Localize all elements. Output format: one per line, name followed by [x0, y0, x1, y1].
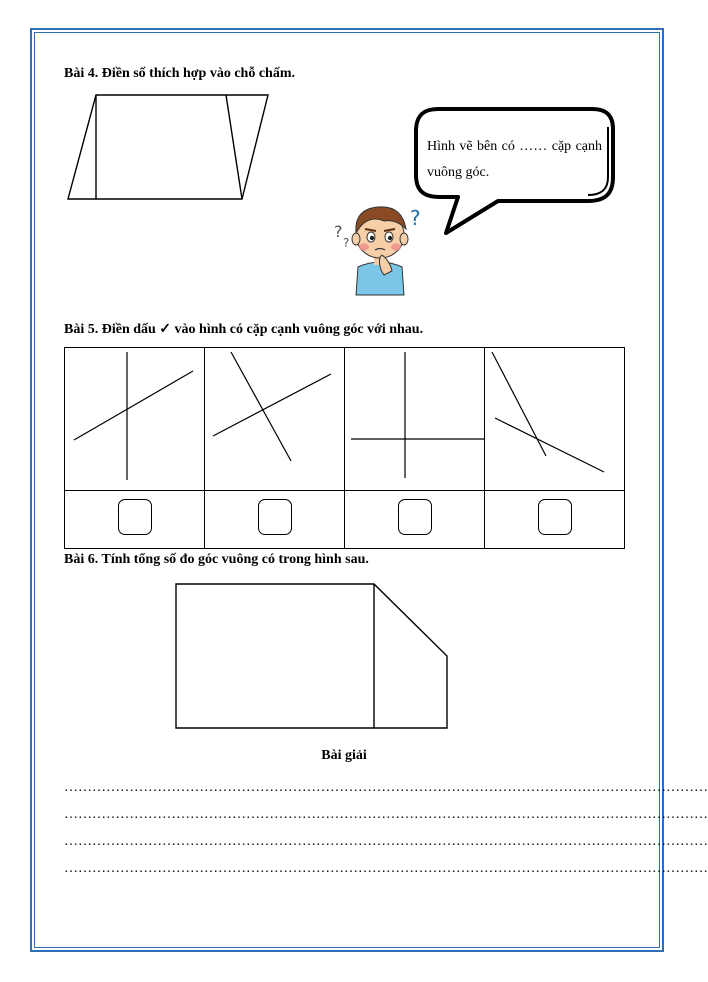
bai5-figure-2: [205, 348, 345, 491]
answer-line-2[interactable]: …………………………………………………………………………………………………………………………: [64, 807, 708, 822]
bai5-title: Bài 5. Điền dấu ✓ vào hình có cặp cạnh vuông góc với nhau.: [64, 322, 424, 337]
bai5-checkbox-2[interactable]: [258, 499, 292, 535]
bai5-table: [64, 347, 625, 549]
bai5-figure-3: [345, 348, 485, 491]
svg-text:?: ?: [343, 236, 350, 250]
thinking-boy-icon: [330, 195, 430, 300]
bai5-figure-1: [65, 348, 205, 491]
bai5-checkbox-3[interactable]: [398, 499, 432, 535]
solution-label: Bài giải: [321, 748, 367, 763]
bai6-figure: [170, 578, 460, 738]
bai4-title: Bài 4. Điền số thích hợp vào chỗ chấm.: [64, 66, 295, 81]
svg-text:?: ?: [334, 222, 343, 241]
bai5-figure-4: [485, 348, 625, 491]
bai6-title: Bài 6. Tính tổng số đo góc vuông có trong hình sau.: [64, 552, 369, 567]
bubble-text: Hình vẽ bên có …… cặp cạnh vuông góc.: [427, 139, 602, 180]
answer-line-1[interactable]: …………………………………………………………………………………………………………………………: [64, 780, 708, 795]
bai5-checkbox-4[interactable]: [538, 499, 572, 535]
svg-text:?: ?: [410, 206, 421, 230]
bai4-figure: [60, 90, 280, 205]
bai5-checkbox-1[interactable]: [118, 499, 152, 535]
answer-line-3[interactable]: …………………………………………………………………………………………………………………………: [64, 834, 708, 849]
answer-line-4[interactable]: …………………………………………………………………………………………………………………………: [64, 861, 708, 876]
